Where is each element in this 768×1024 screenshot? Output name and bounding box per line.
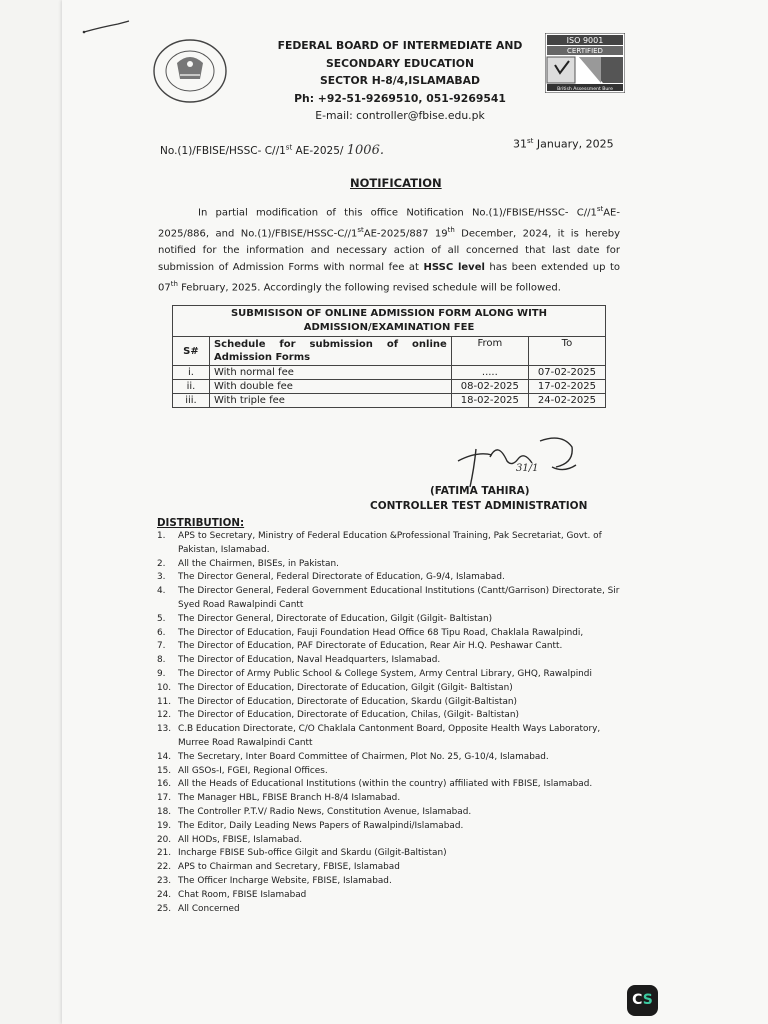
list-item-number: 15. <box>157 765 172 776</box>
list-item <box>157 792 627 806</box>
list-item-text: The Director of Education, Directorate of Education, Gilgit (Gilgit- Baltistan) <box>178 682 513 693</box>
list-item-number: 8. <box>157 655 166 666</box>
camscanner-badge-icon: CS <box>627 985 658 1016</box>
list-item-text: The Director General, Federal Directorate of Education, G-9/4, Islamabad. <box>178 572 505 583</box>
handwritten-serial: 1006. <box>346 143 384 158</box>
list-item-text: All the Chairmen, BISEs, in Pakistan. <box>178 558 339 569</box>
list-item-number: 19. <box>157 820 172 831</box>
list-item-number: 22. <box>157 862 172 873</box>
list-item-number: 25. <box>157 903 172 914</box>
letterhead <box>270 37 530 125</box>
list-item <box>157 861 627 875</box>
list-item-text: Incharge FBISE Sub-office Gilgit and Skardu (Gilgit-Baltistan) <box>178 848 447 859</box>
list-item-text: All GSOs-I, FGEI, Regional Offices. <box>178 765 328 776</box>
list-item <box>157 613 627 627</box>
list-item <box>157 778 627 792</box>
list-item <box>157 903 627 917</box>
list-item-number: 14. <box>157 751 172 762</box>
col-header-schedule: Schedule for submission of online Admission Forms <box>209 337 451 366</box>
list-item-number: 24. <box>157 889 172 900</box>
list-item-text: The Controller P.T.V/ Radio News, Constitution Avenue, Islamabad. <box>178 806 472 817</box>
iso-certified-badge <box>545 33 625 93</box>
iso-top-text: ISO 9001 <box>566 36 604 45</box>
list-item <box>157 571 627 585</box>
list-item-text: The Secretary, Inter Board Committee of Chairmen, Plot No. 25, G-10/4, Islamabad. <box>178 751 549 762</box>
list-item-number: 23. <box>157 875 172 886</box>
col-header-from: From <box>451 337 528 366</box>
list-item-text: The Director General, Directorate of Education, Gilgit (Gilgit- Baltistan) <box>178 613 493 624</box>
org-name-line-2: SECONDARY EDUCATION <box>325 56 475 70</box>
list-item <box>157 696 627 710</box>
list-item-text: The Director of Education, Fauji Foundation Head Office 68 Tipu Road, Chaklala Rawalpindi, <box>178 627 584 638</box>
reference-number: No.(1)/FBISE/HSSC- C//1st AE-2025/ 1006. <box>160 143 384 158</box>
pen-mark-icon <box>82 18 132 38</box>
list-item-number: 17. <box>157 793 172 804</box>
list-item-number: 2. <box>157 558 166 569</box>
notification-body: In partial modification of this office Notification No.(1)/FBISE/HSSC- C//1stAE-2025/886, and No.(1)/FBISE/HSSC-C//1stAE-2025/887 19th December, 2024, it is hereby notified for the information and necessary action of all concerned that last date for submission of Admission Forms with normal fee at HSSC level has been extended up to 07th February, 2025. Accordingly the following revised schedule will be followed. <box>158 205 621 294</box>
list-item <box>157 889 627 903</box>
distribution-heading: DISTRIBUTION: <box>157 517 245 529</box>
list-item-number: 7. <box>157 641 166 652</box>
list-item-number: 10. <box>157 682 172 693</box>
list-item <box>157 723 627 751</box>
list-item-number: 4. <box>157 586 166 597</box>
list-item-number: 3. <box>157 572 166 583</box>
org-name-line-1: FEDERAL BOARD OF INTERMEDIATE AND <box>277 39 523 52</box>
list-item-text: The Director General, Federal Government Educational Institutions (Cantt/Garrison) Directorate, Sir Syed Road Rawalpindi Cantt <box>178 586 620 610</box>
list-item-text: All HODs, FBISE, Islamabad. <box>178 834 303 845</box>
list-item-text: All Concerned <box>178 903 240 914</box>
list-item-text: The Director of Education, Naval Headquarters, Islamabad. <box>178 655 441 666</box>
list-item-number: 5. <box>157 613 166 624</box>
list-item-text: The Editor, Daily Leading News Papers of Rawalpindi/Islamabad. <box>178 820 464 831</box>
list-item-text: The Director of Army Public School & College System, Army Central Library, GHQ, Rawalpindi <box>178 668 592 679</box>
list-item <box>157 627 627 641</box>
list-item-number: 12. <box>157 710 172 721</box>
list-item-text: The Director of Education, PAF Directorate of Education, Rear Air H.Q. Peshawar Cantt. <box>178 641 563 652</box>
org-phone: Ph: +92-51-9269510, 051-9269541 <box>294 91 506 105</box>
list-item <box>157 640 627 654</box>
col-header-to: To <box>528 337 605 366</box>
list-item-number: 1. <box>157 531 166 541</box>
list-item <box>157 558 627 572</box>
list-item-text: The Officer Incharge Website, FBISE, Islamabad. <box>178 875 392 886</box>
handwritten-signature <box>452 433 592 488</box>
list-item-number: 20. <box>157 834 172 845</box>
list-item-number: 6. <box>157 627 166 638</box>
table-row: ii. With double fee 08-02-2025 17-02-2025 <box>173 380 606 394</box>
list-item-number: 9. <box>157 668 166 679</box>
signature-date-note: 31/1 <box>516 463 539 474</box>
list-item <box>157 765 627 779</box>
list-item <box>157 585 627 613</box>
distribution-list <box>157 530 627 916</box>
list-item-number: 18. <box>157 806 172 817</box>
table-row: iii. With triple fee 18-02-2025 24-02-2025 <box>173 394 606 408</box>
list-item <box>157 820 627 834</box>
list-item-text: The Manager HBL, FBISE Branch H-8/4 Islamabad. <box>178 793 401 804</box>
list-item <box>157 654 627 668</box>
list-item-text: APS to Secretary, Ministry of Federal Education &Professional Training, Pak Secretariat, Govt. of Pakistan, Islamabad. <box>178 531 602 555</box>
issue-date: 31st January, 2025 <box>513 137 614 151</box>
signatory-name: (FATIMA TAHIRA) <box>430 485 530 497</box>
list-item <box>157 530 627 558</box>
org-email: E-mail: controller@fbise.edu.pk <box>315 109 485 122</box>
list-item-number: 16. <box>157 779 172 790</box>
page-title: NOTIFICATION <box>350 176 442 190</box>
list-item-text: Chat Room, FBISE Islamabad <box>178 889 307 900</box>
list-item <box>157 834 627 848</box>
table-row: i. With normal fee ..... 07-02-2025 <box>173 366 606 380</box>
iso-mid-text: CERTIFIED <box>567 47 603 55</box>
list-item-text: C.B Education Directorate, C/O Chaklala Cantonment Board, Opposite Health Ways Laboratory, Murree Road Rawalpindi Cantt <box>178 724 601 748</box>
list-item-text: The Director of Education, Directorate of Education, Chilas, (Gilgit- Baltistan) <box>178 710 519 721</box>
list-item-number: 11. <box>157 696 172 707</box>
col-header-sn: S# <box>173 337 210 366</box>
list-item-number: 21. <box>157 848 172 859</box>
schedule-table-heading: SUBMISISON OF ONLINE ADMISSION FORM ALONG WITH ADMISSION/EXAMINATION FEE <box>173 306 606 337</box>
list-item <box>157 806 627 820</box>
list-item-text: APS to Chairman and Secretary, FBISE, Islamabad <box>178 862 400 873</box>
org-address: SECTOR H-8/4,ISLAMABAD <box>320 74 480 87</box>
list-item <box>157 847 627 861</box>
list-item-text: The Director of Education, Directorate of Education, Skardu (Gilgit-Baltistan) <box>178 696 517 707</box>
list-item-text: All the Heads of Educational Institutions (within the country) affiliated with FBISE, Islamabad. <box>178 779 593 790</box>
list-item <box>157 668 627 682</box>
list-item-number: 13. <box>157 724 172 735</box>
signatory-designation: CONTROLLER TEST ADMINISTRATION <box>370 500 588 512</box>
schedule-table <box>172 305 606 408</box>
list-item <box>157 682 627 696</box>
iso-bottom-text: British Assessment Bure <box>557 87 613 92</box>
list-item <box>157 875 627 889</box>
list-item <box>157 709 627 723</box>
list-item <box>157 751 627 765</box>
fbise-seal-logo <box>150 37 230 105</box>
